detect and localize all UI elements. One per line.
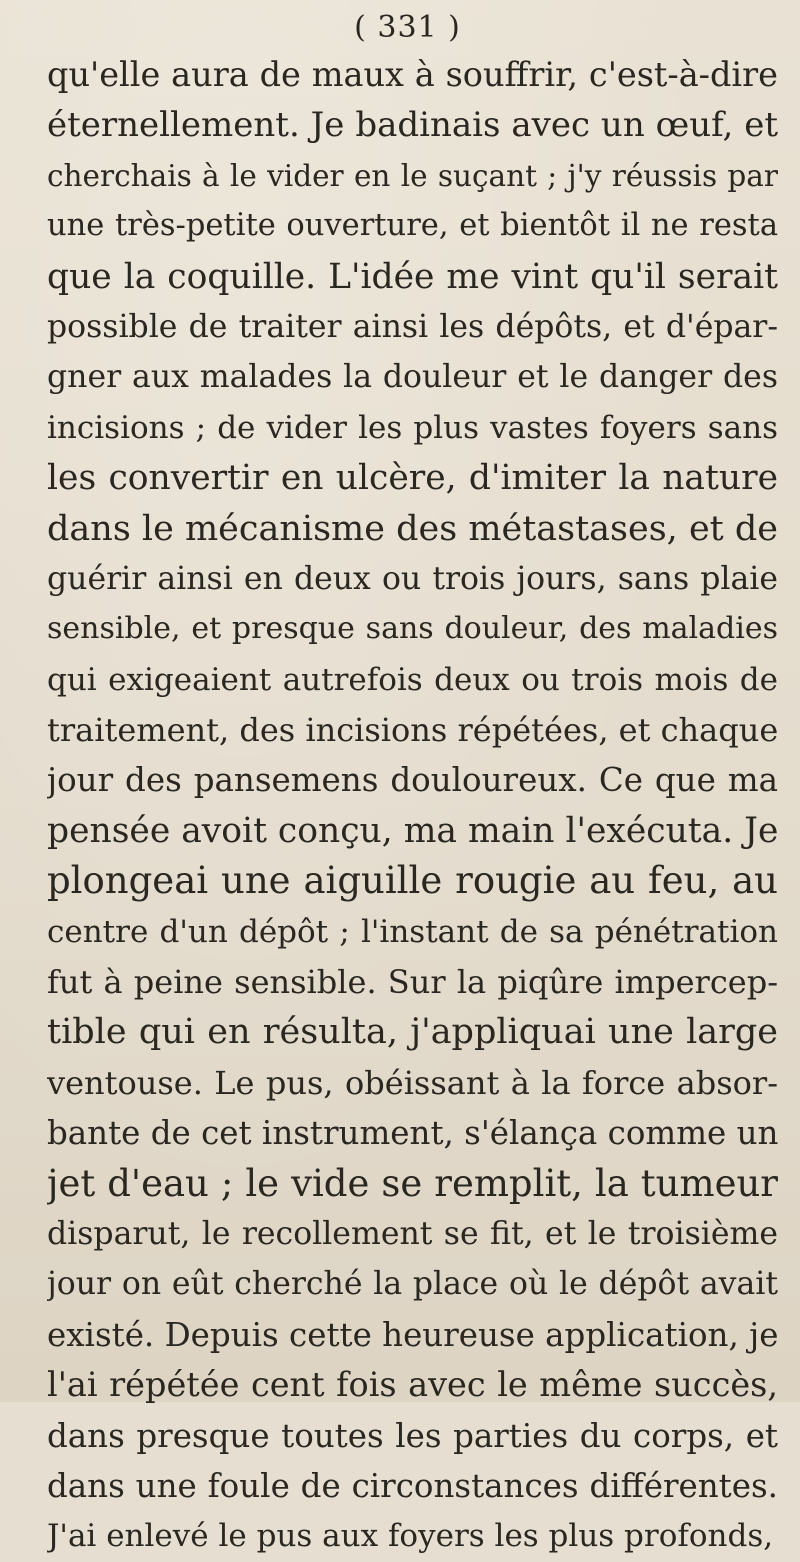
text-line: disparut, le recollement se fit, et le troisième (47, 1215, 778, 1252)
text-line: les convertir en ulcère, d'imiter la nature (47, 458, 778, 499)
text-line: plongeai une aiguille rougie au feu, au (47, 859, 778, 903)
text-line: pensée avoit conçu, ma main l'exécuta. Je (47, 810, 778, 851)
text-line: dans presque toutes les parties du corps, et (47, 1416, 778, 1455)
text-line: une très-petite ouverture, et bientôt il ne resta (47, 208, 778, 244)
text-line: tible qui en résulta, j'appliquai une large (47, 1012, 778, 1053)
text-line: qu'elle aura de maux à souffrir, c'est-à-dire (47, 55, 778, 94)
text-line: dans le mécanisme des métastases, et de (47, 508, 778, 549)
text-line: J'ai enlevé le pus aux foyers les plus profonds, (47, 1518, 774, 1555)
text-line: guérir ainsi en deux ou trois jours, sans plaie (47, 560, 778, 597)
text-line: ventouse. Le pus, obéissant à la force absor- (47, 1063, 778, 1102)
page-number: ( 331 ) (354, 10, 461, 45)
text-line: que la coquille. L'idée me vint qu'il serait (47, 256, 778, 297)
text-line: éternellement. Je badinais avec un œuf, et (47, 105, 778, 146)
text-line: l'ai répétée cent fois avec le même succès, (47, 1365, 778, 1405)
text-line: jet d'eau ; le vide se remplit, la tumeur (47, 1161, 778, 1205)
text-line: traitement, des incisions répétées, et chaque (47, 711, 778, 750)
text-body (47, 50, 778, 1562)
text-line: incisions ; de vider les plus vastes foyers sans (47, 409, 778, 446)
text-line: sensible, et presque sans douleur, des maladies (47, 611, 778, 647)
text-line: possible de traiter ainsi les dépôts, et d'épar- (47, 308, 778, 345)
text-line: jour on eût cherché la place où le dépôt avait (47, 1266, 778, 1303)
text-line: jour des pansemens douloureux. Ce que ma (47, 761, 778, 800)
text-line: centre d'un dépôt ; l'instant de sa pénétration (47, 913, 778, 950)
text-line: cherchais à le vider en le suçant ; j'y réussis par (47, 158, 778, 193)
text-line: existé. Depuis cette heureuse application, je (47, 1315, 778, 1354)
text-line: dans une foule de circonstances différentes. (47, 1466, 778, 1505)
text-line: gner aux malades la douleur et le danger des (47, 359, 778, 396)
text-line: fut à peine sensible. Sur la piqûre impercep- (47, 963, 778, 1002)
text-line: qui exigeaient autrefois deux ou trois mois de (47, 661, 778, 698)
text-line: bante de cet instrument, s'élança comme un (47, 1114, 778, 1153)
